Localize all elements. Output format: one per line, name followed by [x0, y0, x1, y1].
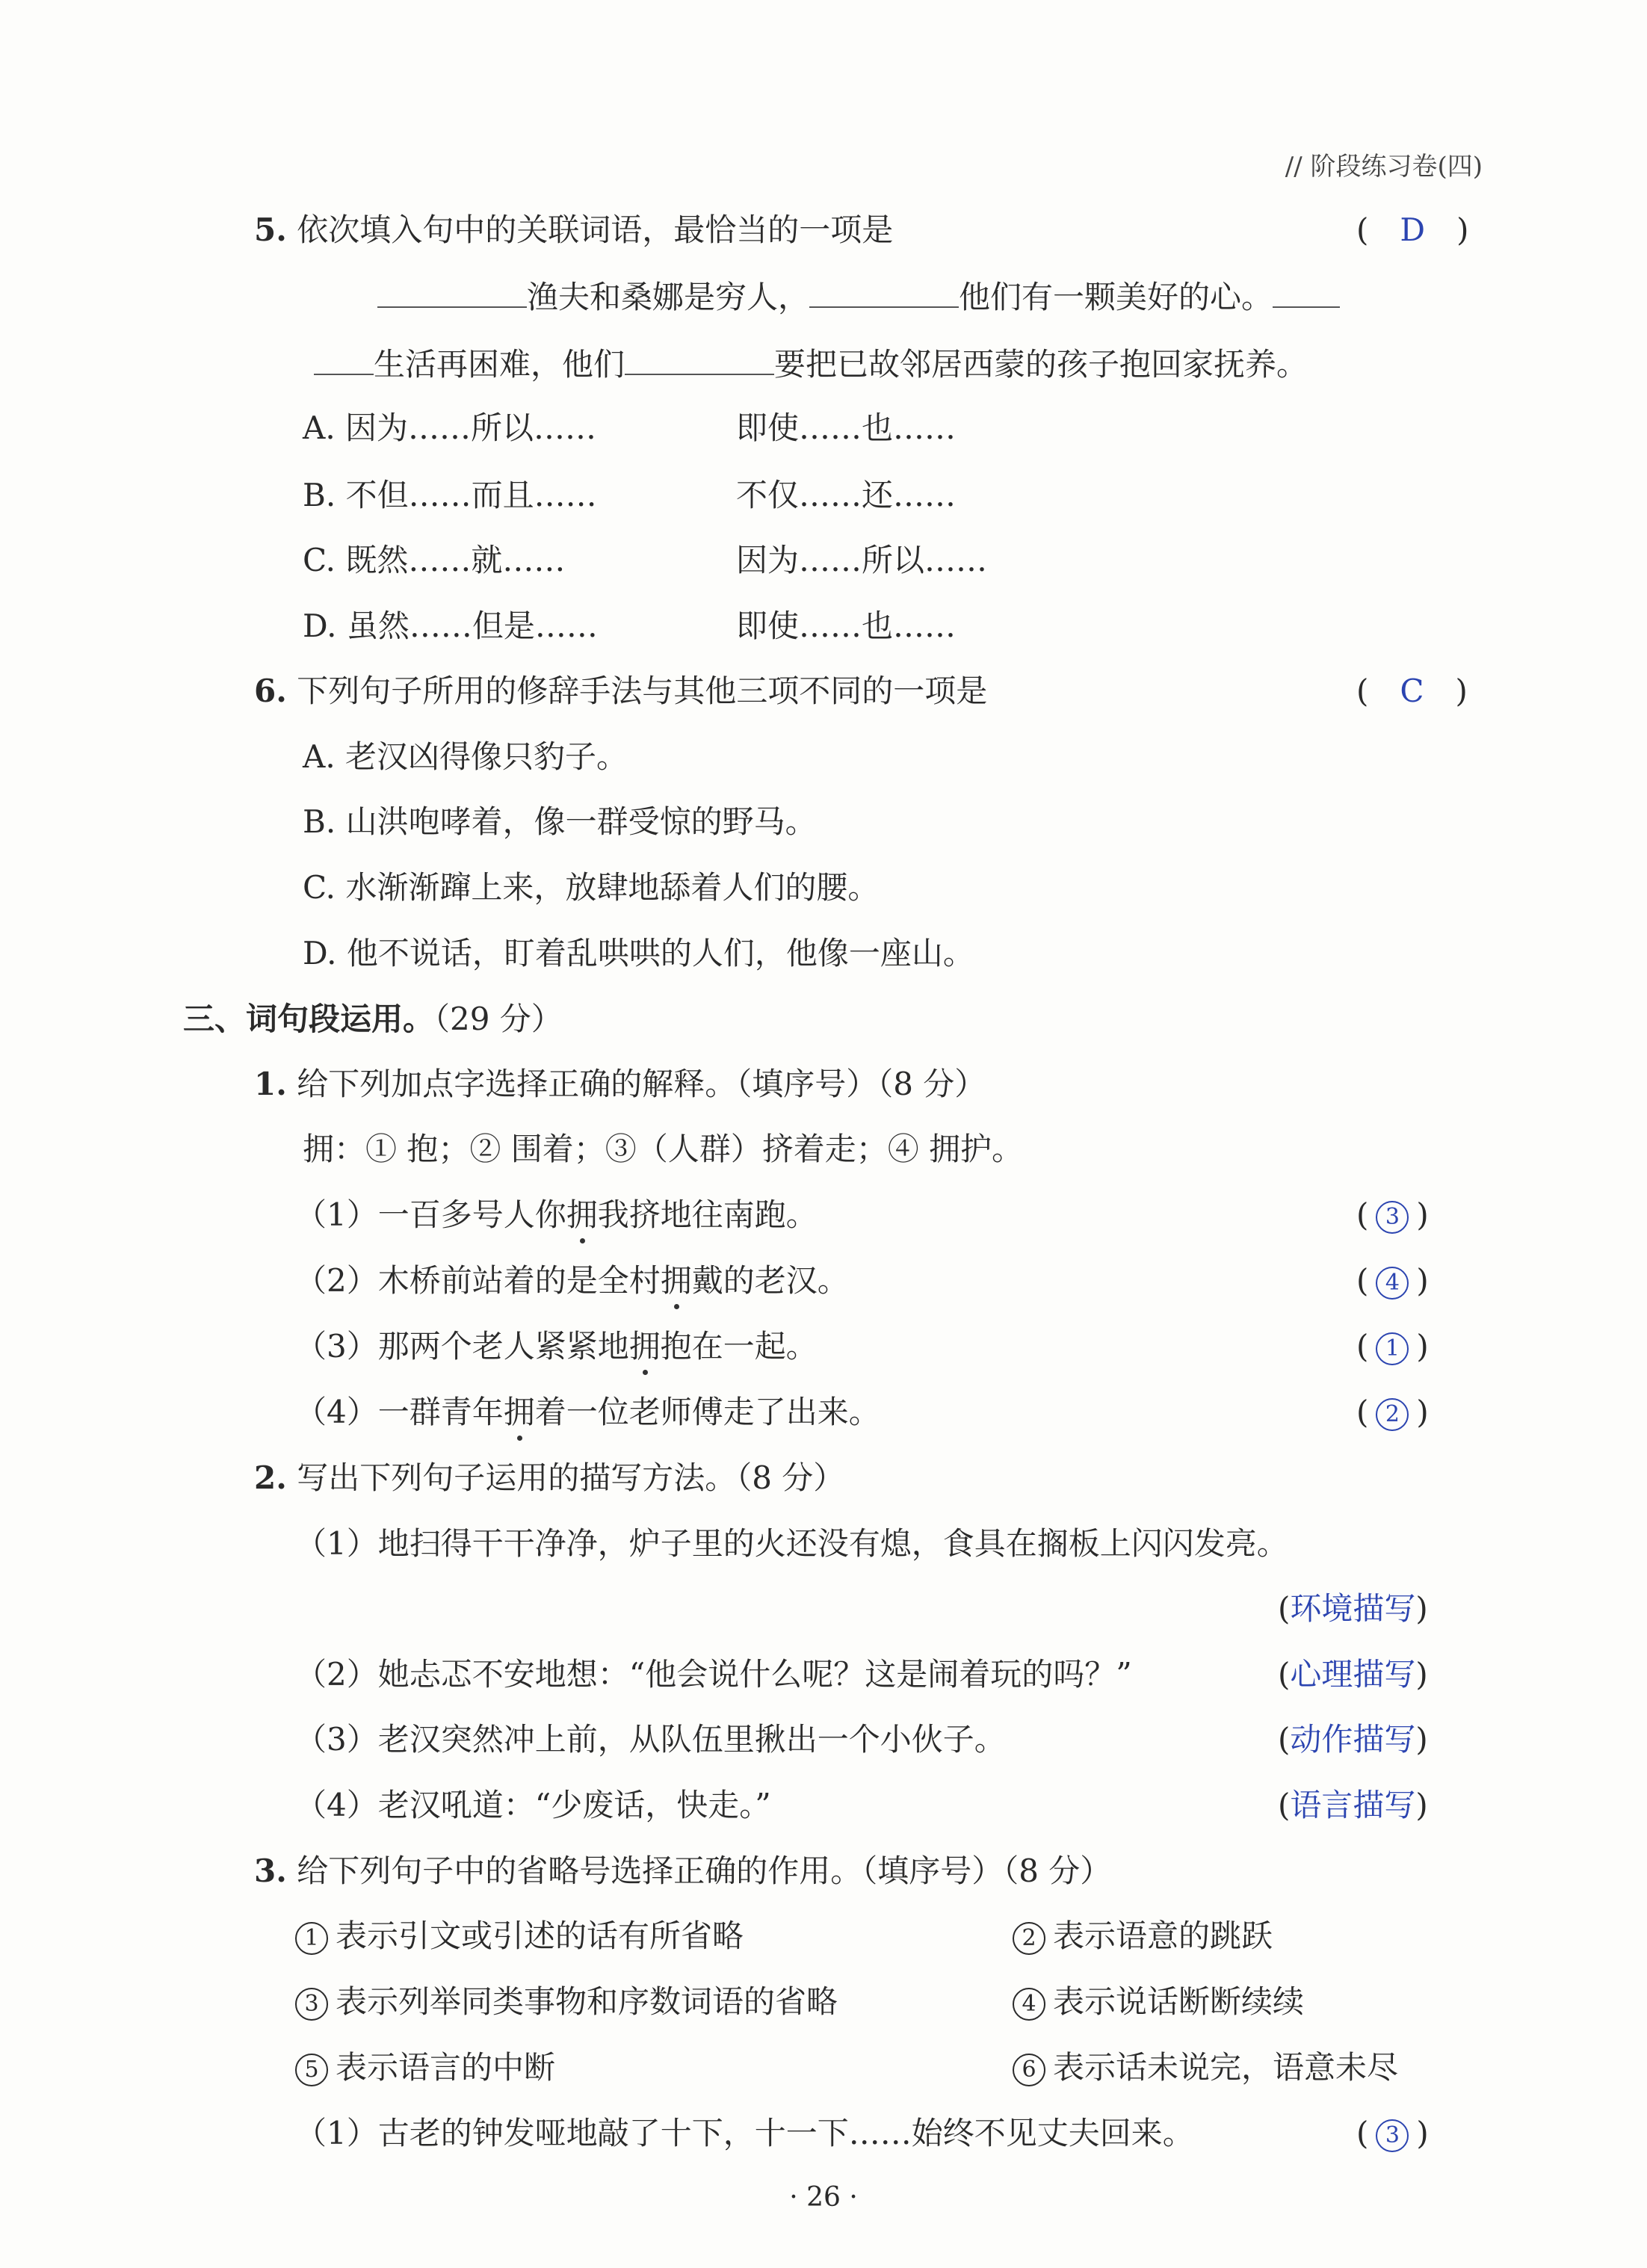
s3-option-5	[295, 2047, 555, 2089]
dotted-char: 拥	[629, 1326, 661, 1368]
circled-answer: 3	[1376, 2119, 1409, 2152]
option-number: 2	[1013, 1922, 1045, 1955]
section-title-text: 三、词句段运用。	[183, 1001, 435, 1037]
option-number: 6	[1013, 2054, 1045, 2086]
item-post: 着一位老师傅走了出来。	[534, 1394, 880, 1430]
option-text: 表示列举同类事物和序数词语的省略	[336, 1983, 838, 2020]
circled-answer: 1	[1376, 1332, 1409, 1365]
s2-item-3	[295, 1719, 1006, 1761]
option-text: 表示语言的中断	[336, 2049, 556, 2086]
option-text: 表示语意的跳跃	[1053, 1918, 1273, 1954]
page-header: // 阶段练习卷(四)	[1285, 152, 1483, 182]
item-post: 抱在一起。	[660, 1328, 818, 1365]
q6-option-d	[303, 933, 974, 974]
dotted-char: 拥	[504, 1391, 535, 1433]
q6-number: 6.	[254, 673, 287, 709]
item-text: 她忐忑不安地想：“他会说什么呢？这是闹着玩的吗？”	[377, 1656, 1132, 1693]
s3-item-1-answer: ( 3 )	[1356, 2115, 1429, 2151]
q5-option-d	[303, 605, 598, 647]
item-pre: 木桥前站着的是全村	[377, 1262, 661, 1299]
s2-stem-text: 写出下列句子运用的描写方法。（8 分）	[297, 1459, 845, 1496]
item-pre: 一百多号人你	[377, 1196, 566, 1233]
option-left: 因为……所以……	[345, 410, 597, 446]
s3-option-2	[1013, 1915, 1273, 1957]
s1-item-2-answer: ( 4 )	[1356, 1262, 1429, 1299]
option-label: A.	[303, 738, 336, 775]
option-number: 4	[1013, 1988, 1045, 2021]
item-number: （2）	[295, 1656, 378, 1693]
q5-option-a-right: 即使……也……	[736, 410, 957, 446]
option-text: 山洪咆哮着，像一群受惊的野马。	[345, 803, 817, 840]
item-pre: 一群青年	[377, 1394, 504, 1430]
s2-stem	[254, 1457, 844, 1499]
option-text: 老汉凶得像只豹子。	[345, 738, 628, 775]
item-number: （3）	[295, 1328, 378, 1365]
q6-option-a	[303, 736, 628, 778]
option-label: D.	[303, 608, 337, 644]
s1-item-2	[295, 1260, 849, 1302]
s2-item-3-answer: (动作描写)	[1278, 1721, 1428, 1758]
s1-number: 1.	[254, 1066, 287, 1102]
q5-sentence-line2	[314, 344, 1308, 386]
option-text: 水渐渐蹿上来，放肆地舔着人们的腰。	[345, 869, 880, 906]
section-score: （29 分）	[434, 1001, 563, 1037]
s2-number: 2.	[254, 1459, 287, 1496]
q5-line2-a: 生活再困难，他们	[374, 346, 625, 383]
s1-item-1	[295, 1194, 818, 1236]
q6-option-b	[303, 801, 817, 843]
q5-option-a	[303, 407, 596, 449]
option-left: 虽然……但是……	[346, 608, 598, 644]
blank[interactable]	[625, 344, 774, 375]
item-text: 地扫得干干净净，炉子里的火还没有熄，食具在搁板上闪闪发亮。	[377, 1525, 1288, 1562]
item-number: （2）	[295, 1262, 378, 1299]
option-label: B.	[303, 477, 336, 513]
option-number: 3	[295, 1988, 328, 2021]
q5-option-c-right: 因为……所以……	[736, 542, 988, 578]
s2-item-2	[295, 1654, 1132, 1696]
option-text: 表示话未说完，语意未尽	[1053, 2049, 1399, 2086]
blank[interactable]	[1273, 276, 1340, 308]
option-label: A.	[303, 410, 336, 446]
q5-line2-b: 要把已故邻居西蒙的孩子抱回家抚养。	[774, 346, 1308, 383]
s3-option-3	[295, 1981, 838, 2023]
item-number: （4）	[295, 1787, 378, 1823]
dotted-char: 拥	[566, 1194, 598, 1236]
q5-line1-b: 他们有一颗美好的心。	[959, 279, 1273, 315]
s3-option-6	[1013, 2047, 1398, 2089]
s1-item-3-answer: ( 1 )	[1356, 1328, 1429, 1365]
s1-item-4	[295, 1391, 880, 1433]
item-number: （4）	[295, 1394, 378, 1430]
option-label: D.	[303, 935, 337, 971]
q6-answer-value: C	[1400, 673, 1424, 709]
q6-stem-text: 下列句子所用的修辞手法与其他三项不同的一项是	[297, 673, 988, 709]
option-text: 表示引文或引述的话有所省略	[336, 1918, 744, 1954]
q5-option-b	[303, 475, 597, 516]
item-number: （1）	[295, 1196, 378, 1233]
blank[interactable]	[314, 344, 374, 375]
s1-definitions: 拥：① 抱；② 围着；③（人群）挤着走；④ 拥护。	[303, 1131, 1024, 1167]
item-number: （1）	[295, 2115, 378, 2151]
option-text: 表示说话断断续续	[1053, 1983, 1305, 2020]
q5-line1-a: 渔夫和桑娜是穷人，	[527, 279, 810, 315]
s3-stem	[254, 1850, 1111, 1892]
q5-sentence-line1	[377, 276, 1340, 318]
s1-stem	[254, 1063, 986, 1105]
s1-stem-text: 给下列加点字选择正确的解释。（填序号）（8 分）	[297, 1066, 986, 1102]
s3-option-1	[295, 1915, 744, 1957]
answer-value: 语言描写	[1290, 1787, 1416, 1823]
option-label: C.	[303, 542, 336, 578]
option-label: B.	[303, 803, 336, 840]
item-number: （1）	[295, 1525, 378, 1562]
answer-value: 心理描写	[1290, 1656, 1416, 1693]
s2-item-4-answer: (语言描写)	[1278, 1787, 1428, 1823]
option-number: 5	[295, 2054, 328, 2086]
dotted-char: 拥	[661, 1260, 692, 1302]
option-left: 不但……而且……	[345, 477, 597, 513]
item-text: 古老的钟发哑地敲了十下，十一下……始终不见丈夫回来。	[377, 2115, 1194, 2151]
option-number: 1	[295, 1922, 328, 1955]
q5-option-b-right: 不仅……还……	[736, 477, 957, 513]
s2-item-2-answer: (心理描写)	[1278, 1656, 1428, 1693]
q6-stem	[254, 670, 987, 712]
q5-stem-text: 依次填入句中的关联词语，最恰当的一项是	[297, 211, 894, 248]
option-label: C.	[303, 869, 336, 906]
item-text: 老汉突然冲上前，从队伍里揪出一个小伙子。	[377, 1721, 1006, 1758]
page-number: · 26 ·	[789, 2182, 858, 2213]
option-left: 既然……就……	[345, 542, 566, 578]
circled-answer: 4	[1376, 1267, 1409, 1300]
q5-answer-value: D	[1400, 211, 1426, 248]
s3-item-1	[295, 2113, 1194, 2154]
s3-stem-text: 给下列句子中的省略号选择正确的作用。（填序号）（8 分）	[297, 1853, 1112, 1889]
s1-item-1-answer: ( 3 )	[1356, 1196, 1429, 1233]
q6-answer: ( C )	[1356, 673, 1468, 709]
s1-item-4-answer: ( 2 )	[1356, 1394, 1429, 1430]
blank[interactable]	[809, 276, 959, 308]
blank[interactable]	[377, 276, 527, 308]
s1-item-3	[295, 1326, 818, 1368]
answer-value: 动作描写	[1290, 1721, 1416, 1758]
q5-option-d-right: 即使……也……	[736, 608, 957, 644]
s2-item-1-answer: (环境描写)	[1278, 1590, 1428, 1627]
item-post: 戴的老汉。	[691, 1262, 849, 1299]
q5-answer: ( D )	[1356, 211, 1469, 248]
item-number: （3）	[295, 1721, 378, 1758]
section-3-title	[183, 998, 563, 1040]
option-text: 他不说话，盯着乱哄哄的人们，他像一座山。	[346, 935, 974, 971]
q5-option-c	[303, 540, 565, 581]
s3-option-4	[1013, 1981, 1304, 2023]
q5-number: 5.	[254, 211, 287, 248]
s3-number: 3.	[254, 1853, 287, 1889]
s2-item-1	[295, 1523, 1288, 1565]
item-text: 老汉吼道：“少废话，快走。”	[377, 1787, 771, 1823]
q5-stem	[254, 209, 893, 251]
q6-option-c	[303, 867, 879, 909]
item-pre: 那两个老人紧紧地	[377, 1328, 629, 1365]
item-post: 我挤地往南跑。	[597, 1196, 818, 1233]
s2-item-4	[295, 1785, 771, 1826]
circled-answer: 3	[1376, 1201, 1409, 1234]
answer-value: 环境描写	[1290, 1590, 1416, 1627]
circled-answer: 2	[1376, 1398, 1409, 1431]
